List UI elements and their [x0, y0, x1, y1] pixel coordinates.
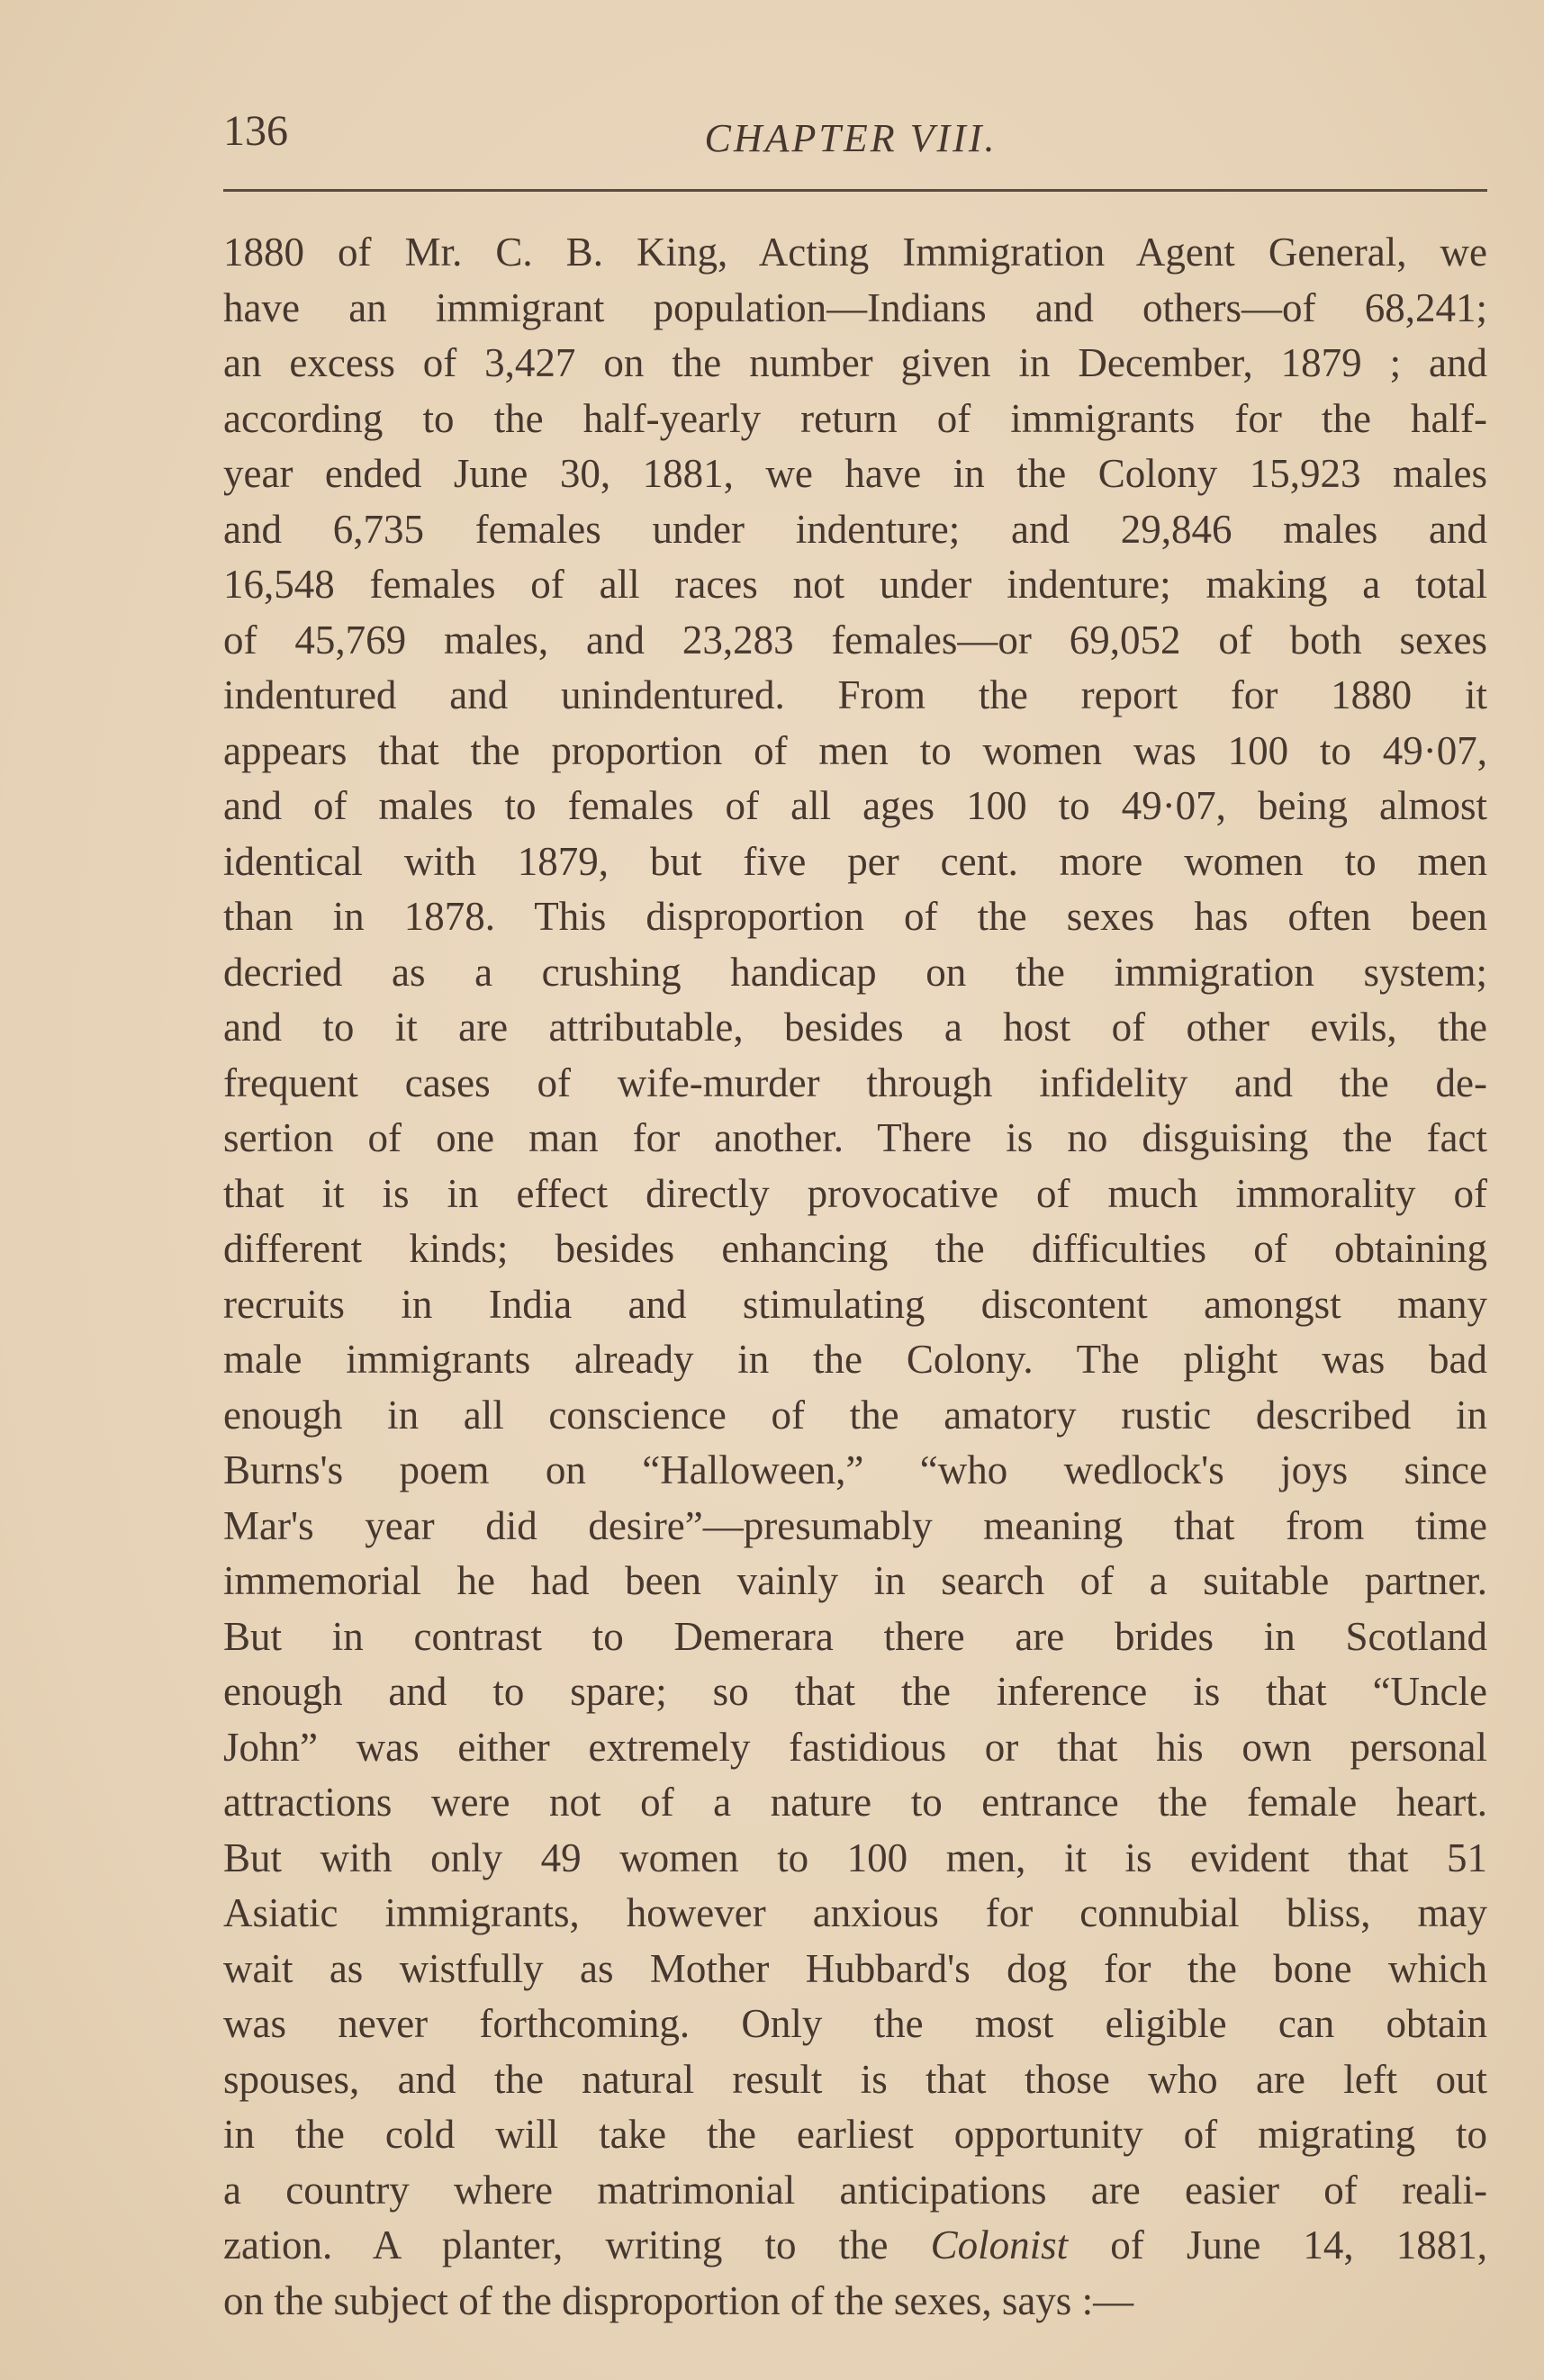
text-line: on the subject of the disproportion of the sexes, says :—	[223, 2277, 1134, 2323]
text-line: recruits in India and stimulating discontent amongst many	[223, 1281, 1487, 1327]
text-line: John” was either extremely fastidious or that his own personal	[223, 1724, 1487, 1770]
running-head: CHAPTER VIII.	[704, 116, 998, 160]
text-segment: of June 14, 1881,	[1068, 2222, 1487, 2267]
text-line: and 6,735 females under indenture; and 29,846 males and	[223, 506, 1487, 552]
italic-title: Colonist	[930, 2222, 1069, 2267]
text-line: year ended June 30, 1881, we have in the Colony 15,923 males	[223, 451, 1487, 496]
text-line: decried as a crushing handicap on the immigration system;	[223, 949, 1487, 995]
text-line: Mar's year did desire”—presumably meaning that from time	[223, 1502, 1487, 1548]
text-line: was never forthcoming. Only the most eligible can obtain	[223, 2001, 1487, 2046]
text-line: But in contrast to Demerara there are brides in Scotland	[223, 1613, 1487, 1659]
text-line: spouses, and the natural result is that those who are left out	[223, 2056, 1487, 2102]
text-line: and to it are attributable, besides a host of other evils, the	[223, 1005, 1487, 1050]
text-line: than in 1878. This disproportion of the sexes has often been	[223, 894, 1487, 939]
text-line: immemorial he had been vainly in search of a suitable partner.	[223, 1558, 1487, 1603]
text-line: of 45,769 males, and 23,283 females—or 69,052 of both sexes	[223, 617, 1487, 663]
text-line: according to the half-yearly return of immigrants for the half-	[223, 395, 1487, 441]
page-number: 136	[223, 107, 288, 155]
text-line: a country where matrimonial anticipations are easier of reali-	[223, 2167, 1487, 2213]
text-line: that it is in effect directly provocative of much immorality of	[223, 1170, 1487, 1216]
text-line: indentured and unindentured. From the report for 1880 it	[223, 672, 1487, 717]
text-line: an excess of 3,427 on the number given in December, 1879 ; and	[223, 340, 1487, 385]
text-line: and of males to females of all ages 100 to 49·07, being almost	[223, 783, 1487, 828]
text-line: 1880 of Mr. C. B. King, Acting Immigration Agent General, we	[223, 230, 1487, 275]
text-line: frequent cases of wife-murder through infidelity and the de-	[223, 1059, 1487, 1105]
text-line: enough and to spare; so that the inference is that “Uncle	[223, 1669, 1487, 1714]
text-line: appears that the proportion of men to women was 100 to 49·07,	[223, 727, 1487, 773]
text-line: identical with 1879, but five per cent. more women to men	[223, 838, 1487, 884]
text-line: Burns's poem on “Halloween,” “who wedlock's joys since	[223, 1447, 1487, 1492]
text-line: enough in all conscience of the amatory rustic described in	[223, 1392, 1487, 1438]
text-line: 16,548 females of all races not under indenture; making a total	[223, 562, 1487, 607]
text-line: different kinds; besides enhancing the difficulties of obtaining	[223, 1226, 1487, 1271]
text-line: in the cold will take the earliest opportunity of migrating to	[223, 2112, 1487, 2157]
header-rule	[223, 189, 1487, 192]
text-line: male immigrants already in the Colony. The plight was bad	[223, 1337, 1487, 1382]
text-line: have an immigrant population—Indians and others—of 68,241;	[223, 284, 1487, 330]
text-line	[223, 2218, 1487, 2274]
text-line: But with only 49 women to 100 men, it is evident that 51	[223, 1835, 1487, 1880]
body-text	[223, 225, 1487, 2329]
text-line: wait as wistfully as Mother Hubbard's dog for the bone which	[223, 1945, 1487, 1991]
text-segment: zation. A planter, writing to the	[223, 2222, 931, 2267]
text-line: sertion of one man for another. There is no disguising the fact	[223, 1115, 1487, 1160]
text-line: Asiatic immigrants, however anxious for connubial bliss, may	[223, 1890, 1487, 1935]
text-line: attractions were not of a nature to entrance the female heart.	[223, 1780, 1487, 1825]
